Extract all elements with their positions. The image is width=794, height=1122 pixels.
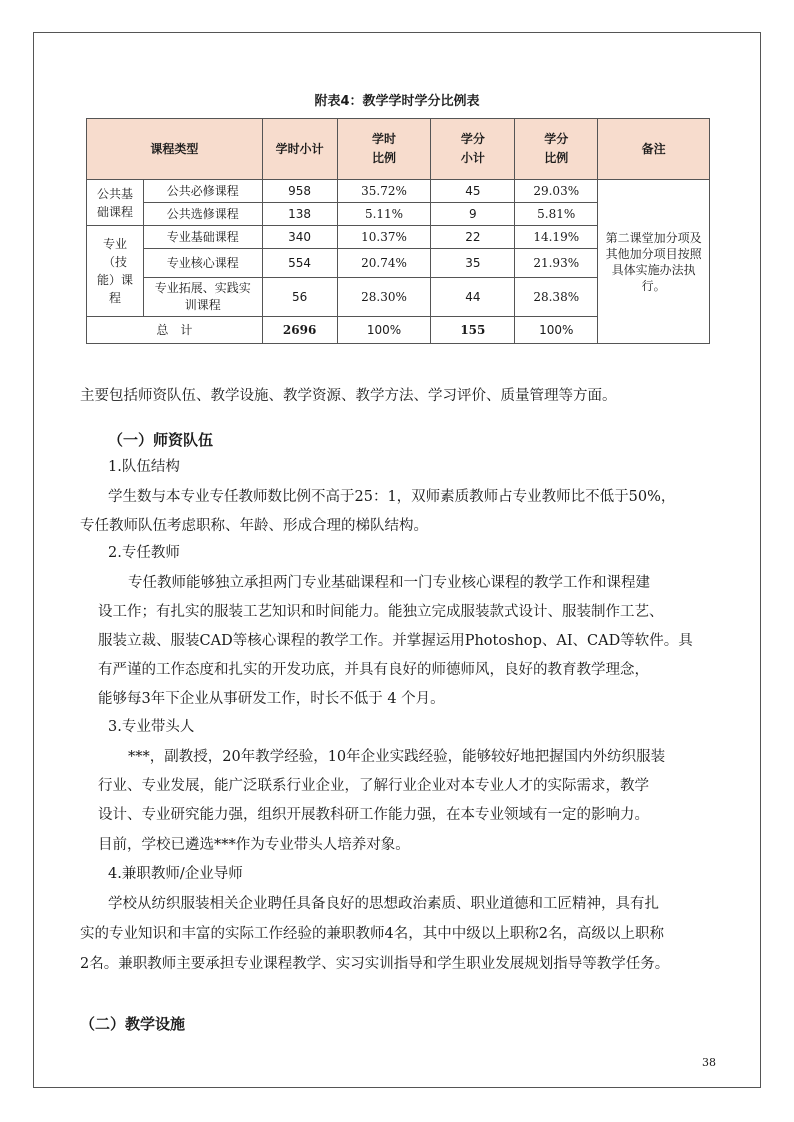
row-hours-ratio: 28.30% [337, 278, 431, 317]
page-number: 38 [702, 1056, 716, 1069]
total-hours-ratio: 100% [337, 317, 431, 344]
paragraph-line: 能够每3年下企业从事研发工作，时长不低于 4 个月。 [98, 691, 445, 707]
row-hours: 340 [262, 226, 337, 249]
credit-hour-table [86, 118, 710, 344]
row-credit-ratio: 5.81% [515, 203, 598, 226]
section-title-faculty: （一）师资队伍 [108, 431, 214, 449]
header-hours: 学时小计 [262, 119, 337, 180]
header-hours-ratio: 学时 比例 [337, 119, 431, 180]
row-name: 专业拓展、实践实 训课程 [143, 278, 262, 317]
row-name: 专业核心课程 [143, 249, 262, 278]
paragraph-line: 实的专业知识和丰富的实际工作经验的兼职教师4名，其中中级以上职称2名，高级以上职称 [80, 926, 664, 942]
table-header-row [87, 119, 710, 180]
header-note: 备注 [598, 119, 710, 180]
row-credit-ratio: 21.93% [515, 249, 598, 278]
row-credit-ratio: 29.03% [515, 180, 598, 203]
row-hours: 554 [262, 249, 337, 278]
row-credits: 35 [431, 249, 515, 278]
total-credits: 155 [431, 317, 515, 344]
subsection-title: 2.专任教师 [108, 545, 180, 561]
paragraph-line: 专任教师能够独立承担两门专业基础课程和一门专业核心课程的教学工作和课程建 [128, 575, 650, 591]
paragraph-line: 目前，学校已遴选***作为专业带头人培养对象。 [98, 837, 410, 853]
total-label: 总 计 [87, 317, 263, 344]
subsection-title: 1.队伍结构 [108, 459, 180, 475]
paragraph-line: 服装立裁、服装CAD等核心课程的教学工作。并掌握运用Photoshop、AI、CAD等软件。具 [98, 633, 693, 649]
paragraph-line: ***，副教授，20年教学经验，10年企业实践经验，能够较好地把握国内外纺织服装 [128, 749, 666, 765]
subsection-title: 3.专业带头人 [108, 719, 195, 735]
row-name: 专业基础课程 [143, 226, 262, 249]
paragraph-line: 有严谨的工作态度和扎实的开发功底，并具有良好的师德师风，良好的教育教学理念， [98, 662, 649, 678]
row-hours-ratio: 10.37% [337, 226, 431, 249]
intro-paragraph: 主要包括师资队伍、教学设施、教学资源、教学方法、学习评价、质量管理等方面。 [80, 388, 617, 404]
header-course-type: 课程类型 [87, 119, 263, 180]
section-title-facilities: （二）教学设施 [80, 1015, 186, 1033]
row-credit-ratio: 14.19% [515, 226, 598, 249]
paragraph-line: 学生数与本专业专任教师数比例不高于25：1，双师素质教师占专业教师比不低于50%， [108, 489, 676, 505]
group-public: 公共基 础课程 [87, 180, 144, 226]
table-row [87, 180, 710, 203]
row-name: 公共选修课程 [143, 203, 262, 226]
row-hours: 958 [262, 180, 337, 203]
row-name: 公共必修课程 [143, 180, 262, 203]
total-credit-ratio: 100% [515, 317, 598, 344]
row-credit-ratio: 28.38% [515, 278, 598, 317]
row-hours-ratio: 5.11% [337, 203, 431, 226]
row-hours-ratio: 35.72% [337, 180, 431, 203]
header-credit-ratio: 学分 比例 [515, 119, 598, 180]
total-hours: 2696 [262, 317, 337, 344]
paragraph-line: 行业、专业发展，能广泛联系行业企业，了解行业企业对本专业人才的实际需求，教学 [98, 778, 649, 794]
header-credits: 学分 小计 [431, 119, 515, 180]
row-hours: 56 [262, 278, 337, 317]
table-caption: 附表4：教学学时学分比例表 [314, 94, 480, 109]
row-credits: 22 [431, 226, 515, 249]
paragraph-line: 设工作；有扎实的服装工艺知识和时间能力。能独立完成服装款式设计、服装制作工艺、 [98, 604, 664, 620]
row-credits: 45 [431, 180, 515, 203]
row-credits: 9 [431, 203, 515, 226]
row-credits: 44 [431, 278, 515, 317]
paragraph-line: 设计、专业研究能力强，组织开展教科研工作能力强，在本专业领域有一定的影响力。 [98, 807, 649, 823]
paragraph-line: 专任教师队伍考虑职称、年龄、形成合理的梯队结构。 [80, 518, 428, 534]
paragraph-line: 2名。兼职教师主要承担专业课程教学、实习实训指导和学生职业发展规划指导等教学任务。 [80, 956, 670, 972]
row-hours-ratio: 20.74% [337, 249, 431, 278]
subsection-title: 4.兼职教师/企业导师 [108, 866, 243, 882]
note-cell: 第二课堂加分项及其他加分项目按照具体实施办法执行。 [598, 180, 710, 344]
group-professional: 专业 （技 能）课 程 [87, 226, 144, 317]
row-hours: 138 [262, 203, 337, 226]
paragraph-line: 学校从纺织服装相关企业聘任具备良好的思想政治素质、职业道德和工匠精神，具有扎 [108, 896, 659, 912]
